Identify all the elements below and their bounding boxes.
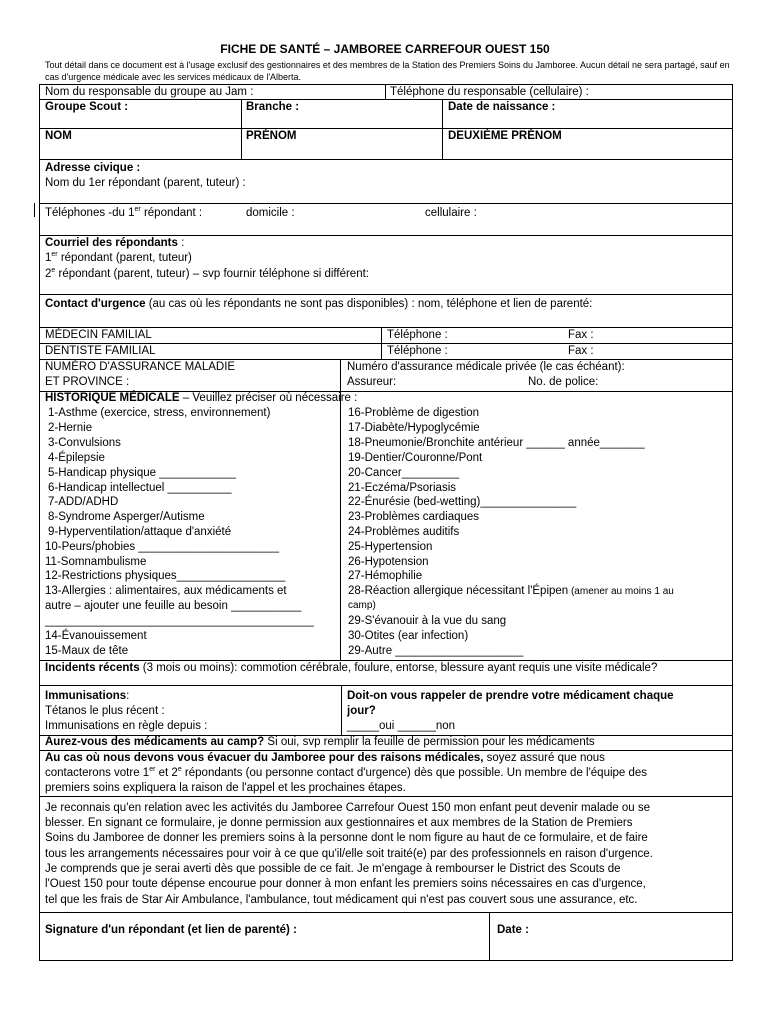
- field-cellulaire[interactable]: cellulaire :: [425, 207, 477, 219]
- col-divider: [385, 85, 386, 99]
- col-divider: [341, 685, 342, 735]
- condition-item[interactable]: 30-Otites (ear infection): [348, 630, 469, 642]
- form-title: FICHE DE SANTÉ – JAMBOREE CARREFOUR OUEST 150: [220, 42, 550, 56]
- condition-item[interactable]: 5-Handicap physique ____________: [48, 467, 236, 479]
- condition-item[interactable]: 4-Épilepsie: [48, 452, 105, 464]
- col-divider: [381, 327, 382, 359]
- rappel-oui-non[interactable]: _____oui ______non: [347, 720, 456, 732]
- consent-line: Soins du Jamboree de donner les premiers soins à la personne dont le nom figure au haut de ce formulaire, et de faire: [45, 832, 648, 844]
- rappel-question-cont: jour?: [347, 705, 376, 717]
- form-intro: Tout détail dans ce document est à l'usage exclusif des gestionnaires et des membres de la Station des Premiers Soins du Jamboree. Aucun détail ne sera partagé, sauf en cas d'urgence médicale avec les services médicaux de l'Alberta.: [45, 60, 730, 82]
- field-resp-tel[interactable]: Téléphone du responsable (cellulaire) :: [390, 86, 589, 98]
- rule: [40, 159, 732, 160]
- condition-item[interactable]: 24-Problèmes auditifs: [348, 526, 460, 538]
- rule: [40, 203, 732, 204]
- condition-item[interactable]: 26-Hypotension: [348, 556, 429, 568]
- field-no-police[interactable]: No. de police:: [528, 376, 599, 388]
- field-adresse[interactable]: Adresse civique :: [45, 162, 141, 174]
- form-table: [39, 84, 733, 961]
- field-branche[interactable]: Branche :: [246, 101, 300, 113]
- condition-item[interactable]: camp): [348, 600, 376, 611]
- condition-item[interactable]: __________________________________________: [45, 615, 314, 627]
- condition-item[interactable]: 6-Handicap intellectuel __________: [48, 482, 232, 494]
- field-courriel-r2[interactable]: 2e répondant (parent, tuteur) – svp fournir téléphone si différent:: [45, 267, 369, 280]
- field-assureur[interactable]: Assureur:: [347, 376, 397, 388]
- col-divider: [340, 391, 341, 660]
- condition-item[interactable]: 2-Hernie: [48, 422, 93, 434]
- field-medicaments[interactable]: Aurez-vous des médicaments au camp? Si oui, svp remplir la feuille de permission pour les médicaments: [45, 736, 595, 748]
- rule: [40, 128, 732, 129]
- consent-line: Je comprends que je serai averti dès que possible de ce fait. Je m'engage à rembourser le District des Scouts de: [45, 863, 621, 875]
- condition-item[interactable]: 23-Problèmes cardiaques: [348, 511, 480, 523]
- field-telephones[interactable]: Téléphones -du 1er répondant :: [45, 206, 203, 219]
- courriel-label: Courriel des répondants :: [45, 237, 185, 249]
- field-assurance-privee[interactable]: Numéro d'assurance médicale privée (le cas échéant):: [347, 361, 625, 373]
- condition-item[interactable]: 7-ADD/ADHD: [48, 496, 119, 508]
- field-contact-urgence[interactable]: Contact d'urgence (au cas où les répondants ne sont pas disponibles) : nom, téléphone et lien de parenté:: [45, 298, 593, 310]
- consent-line: Je reconnais qu'en relation avec les activités du Jamboree Carrefour Ouest 150 mon enfant peut devenir malade ou se: [45, 802, 651, 814]
- field-tetanos[interactable]: Tétanos le plus récent :: [45, 705, 165, 717]
- historique-heading: HISTORIQUE MÉDICALE – Veuillez préciser où nécessaire :: [45, 392, 358, 404]
- field-signature[interactable]: Signature d'un répondant (et lien de parenté) :: [45, 924, 297, 936]
- consent-line: tous les arrangements nécessaires pour voir à ce que qu'il/elle soit traité(e) par des professionnels en raison d'urgence.: [45, 848, 653, 860]
- consent-line: blesser. En signant ce formulaire, je donne permission aux gestionnaires et aux membres de la Station de Premiers: [45, 817, 633, 829]
- field-resp-jam[interactable]: Nom du responsable du groupe au Jam :: [45, 86, 254, 98]
- field-nom[interactable]: NOM: [45, 130, 72, 142]
- field-prenom[interactable]: PRÉNOM: [246, 130, 297, 142]
- condition-item[interactable]: 29-Autre ____________________: [348, 645, 524, 657]
- evacuation-line-2: contacterons votre 1er et 2e répondants (ou personne contact d'urgence) dès que possible. Un membre de l'équipe des: [45, 766, 648, 779]
- field-assurance-maladie[interactable]: NUMÉRO D'ASSURANCE MALADIE: [45, 361, 236, 373]
- rule: [40, 294, 732, 295]
- field-groupe-scout[interactable]: Groupe Scout :: [45, 101, 129, 113]
- condition-item[interactable]: 15-Maux de tête: [45, 645, 129, 657]
- rule: [40, 99, 732, 100]
- rule: [40, 912, 732, 913]
- field-date[interactable]: Date :: [497, 924, 529, 936]
- field-deuxieme-prenom[interactable]: DEUXIÈME PRÉNOM: [448, 130, 562, 142]
- rule: [40, 685, 732, 686]
- immunisations-label: Immunisations:: [45, 690, 130, 702]
- condition-item[interactable]: 3-Convulsions: [48, 437, 121, 449]
- condition-item[interactable]: 17-Diabète/Hypoglycémie: [348, 422, 480, 434]
- col-divider: [489, 912, 490, 960]
- condition-item[interactable]: 1-Asthme (exercice, stress, environnement): [48, 407, 271, 419]
- condition-item-epipen[interactable]: 28-Réaction allergique nécessitant l'Épipen (amener au moins 1 au: [348, 585, 674, 597]
- field-incidents[interactable]: Incidents récents (3 mois ou moins): commotion cérébrale, foulure, entorse, blessure ayant requis une visite médicale?: [45, 662, 658, 674]
- consent-line: l'Ouest 150 pour toute dépense encourue pour donner à mon enfant les premiers soins nécessaires en cas d'urgence,: [45, 878, 646, 890]
- evacuation-line-3: premiers soins expliquera la raison de l'appel et les prochaines étapes.: [45, 782, 406, 794]
- col-divider: [442, 99, 443, 159]
- col-divider: [340, 359, 341, 391]
- condition-item[interactable]: 12-Restrictions physiques_________________: [45, 570, 286, 582]
- condition-item[interactable]: 13-Allergies : alimentaires, aux médicaments et: [45, 585, 287, 597]
- medecin-telephone[interactable]: Téléphone :: [387, 329, 448, 341]
- condition-item[interactable]: 16-Problème de digestion: [348, 407, 480, 419]
- condition-item[interactable]: 8-Syndrome Asperger/Autisme: [48, 511, 205, 523]
- condition-item[interactable]: 29-S'évanouir à la vue du sang: [348, 615, 507, 627]
- condition-item[interactable]: 14-Évanouissement: [45, 630, 147, 642]
- condition-item[interactable]: 9-Hyperventilation/attaque d'anxiété: [48, 526, 232, 538]
- rappel-question: Doit-on vous rappeler de prendre votre médicament chaque: [347, 690, 674, 702]
- condition-item[interactable]: autre – ajouter une feuille au besoin ___________: [45, 600, 302, 612]
- field-courriel-r1[interactable]: 1er répondant (parent, tuteur): [45, 251, 192, 264]
- condition-item[interactable]: 20-Cancer_________: [348, 467, 460, 479]
- rule: [40, 796, 732, 797]
- evacuation-line-1: Au cas où nous devons vous évacuer du Jamboree pour des raisons médicales, soyez assuré que nous: [45, 752, 605, 764]
- field-immunisations-regle[interactable]: Immunisations en règle depuis :: [45, 720, 208, 732]
- dentiste-fax[interactable]: Fax :: [568, 345, 594, 357]
- dentiste-telephone[interactable]: Téléphone :: [387, 345, 448, 357]
- field-domicile[interactable]: domicile :: [246, 207, 295, 219]
- condition-item[interactable]: 19-Dentier/Couronne/Pont: [348, 452, 483, 464]
- condition-item[interactable]: 21-Eczéma/Psoriasis: [348, 482, 457, 494]
- col-divider: [241, 99, 242, 159]
- field-date-naissance[interactable]: Date de naissance :: [448, 101, 556, 113]
- consent-line: tel que les frais de Star Air Ambulance, l'ambulance, tout médicament qui n'est pas couvert sous une assurance, etc.: [45, 894, 638, 906]
- condition-item[interactable]: 10-Peurs/phobies ______________________: [45, 541, 280, 553]
- field-repondant-1[interactable]: Nom du 1er répondant (parent, tuteur) :: [45, 177, 246, 189]
- condition-item[interactable]: 18-Pneumonie/Bronchite antérieur ______ année_______: [348, 437, 645, 449]
- medecin-fax[interactable]: Fax :: [568, 329, 594, 341]
- condition-item[interactable]: 22-Énurésie (bed-wetting)_______________: [348, 496, 577, 508]
- condition-item[interactable]: 11-Somnambulisme: [45, 556, 147, 568]
- condition-item[interactable]: 27-Hémophilie: [348, 570, 423, 582]
- field-medecin[interactable]: MÉDECIN FAMILIAL: [45, 329, 152, 341]
- field-province[interactable]: ET PROVINCE :: [45, 376, 130, 388]
- condition-item[interactable]: 25-Hypertension: [348, 541, 433, 553]
- text-cursor: [34, 203, 35, 217]
- field-dentiste[interactable]: DENTISTE FAMILIAL: [45, 345, 156, 357]
